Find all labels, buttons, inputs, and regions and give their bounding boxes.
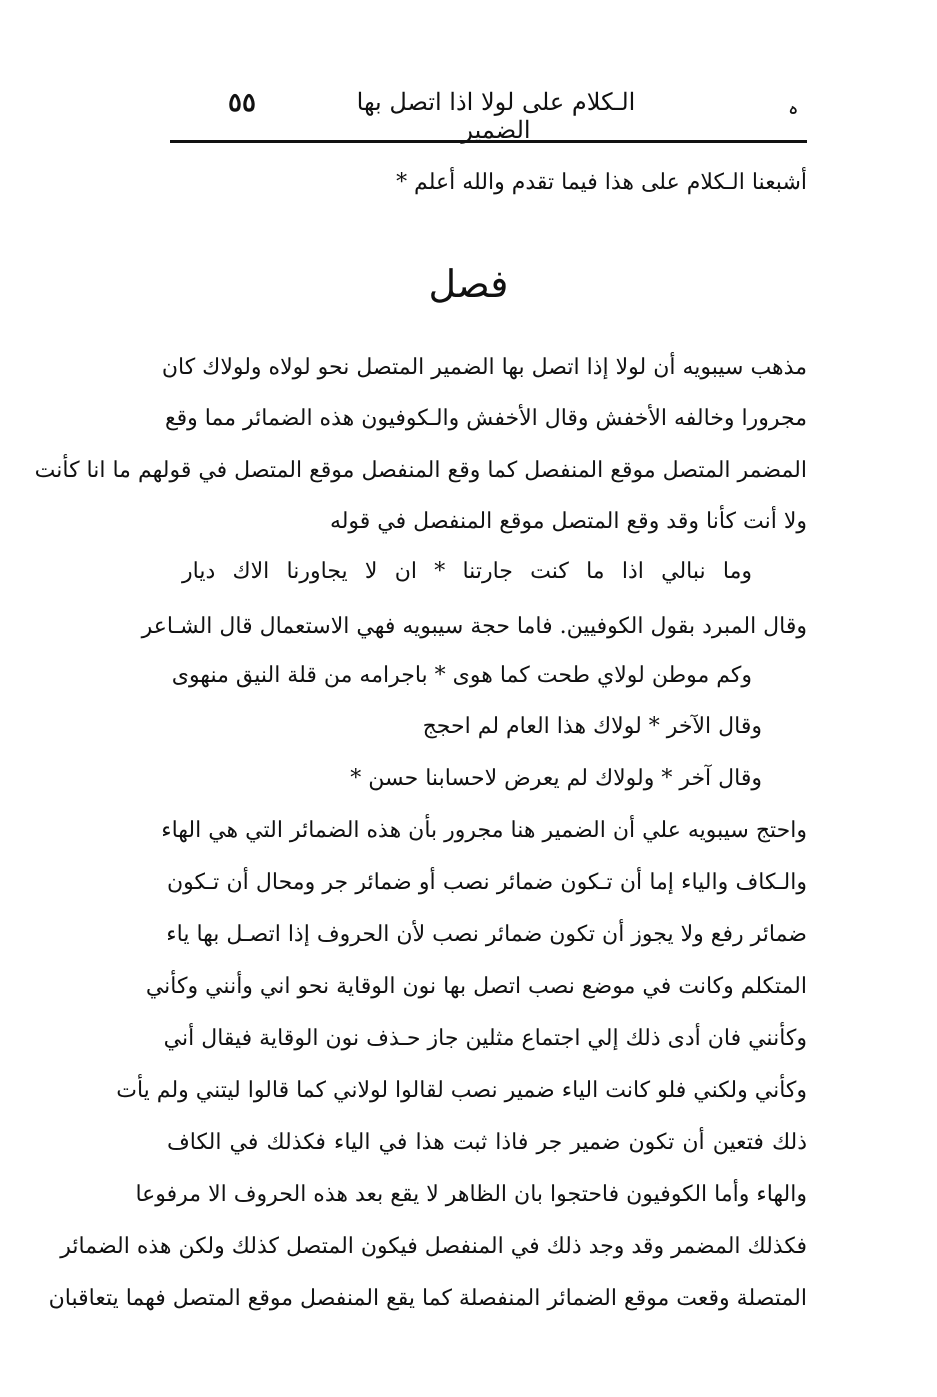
text-line: واحتج سيبويه علي أن الضمير هنا مجرور بأن هذه الضمائر التي هي الهاء [161, 818, 807, 843]
text-line: مذهب سيبويه أن لولا إذا اتصل بها الضمير المتصل نحو لولاه ولولاك كان [161, 355, 807, 380]
verse-line: وكم موطن لولاي طحت كما هوى * باجرامه من قلة النيق منهوى [171, 663, 752, 688]
text-line: المتصلة وقعت موقع الضمائر المنفصلة كما يقع المنفصل موقع المتصل فهما يتعاقبان [48, 1286, 807, 1311]
text-line: والهاء وأما الكوفيون فاحتجوا بان الظاهر لا يقع بعد هذه الحروف الا مرفوعا [135, 1182, 807, 1207]
text-line: وقال المبرد بقول الكوفيين. فاما حجة سيبويه فهي الاستعمال قال الشـاعر [141, 614, 807, 639]
text-line: فكذلك المضمر وقد وجد ذلك في المنفصل فيكون المتصل كذلك ولكن هذه الضمائر [60, 1234, 807, 1259]
verse-line: وما نبالي اذا ما كنت جارتنا * ان لا يجاورنا الاك ديار [182, 559, 752, 584]
section-heading: فصل [428, 262, 509, 306]
text-line: مجرورا وخالفه الأخفش وقال الأخفش والـكوفيون هذه الضمائر مما وقع [164, 406, 807, 431]
text-line: ذلك فتعين أن تكون ضمير جر فاذا ثبت هذا في الياء فكذلك في الكاف [167, 1130, 807, 1155]
text-line: وكأني ولكني فلو كانت الياء ضمير نصب لقالوا لولاني كما قالوا ليتني ولم يأت [116, 1078, 807, 1103]
text-line: أشبعنا الـكلام على هذا فيما تقدم والله أعلم * [396, 170, 807, 195]
text-line: المتكلم وكانت في موضع نصب اتصل بها نون الوقاية نحو اني وأنني وكأني [145, 974, 807, 999]
text-line: المضمر المتصل موقع المنفصل كما وقع المنفصل موقع المتصل في قولهم ما انا كأنت [34, 458, 807, 483]
verse-line: وقال الآخر * لولاك هذا العام لم احجج [422, 714, 762, 739]
text-line: ولا أنت كأنا وقد وقع المتصل موقع المنفصل في قوله [329, 509, 807, 534]
header-rule [170, 140, 807, 143]
page-number: ٥٥ [228, 88, 256, 118]
verse-line: وقال آخر * ولولاك لم يعرض لاحسابنا حسن * [350, 766, 762, 791]
text-line: ضمائر رفع ولا يجوز أن تكون ضمائر نصب لأن الحروف إذا اتصـل بها ياء [166, 922, 807, 947]
text-line: والـكاف والياء إما أن تـكون ضمائر نصب أو ضمائر جر ومحال أن تـكون [167, 870, 807, 895]
corner-mark: ہ [788, 98, 799, 119]
text-line: وكأنني فان أدى ذلك إلي اجتماع مثلين جاز حـذف نون الوقاية فيقال أني [163, 1026, 807, 1051]
running-title: الـكلام على لولا اذا اتصل بها الضمير [356, 88, 636, 144]
